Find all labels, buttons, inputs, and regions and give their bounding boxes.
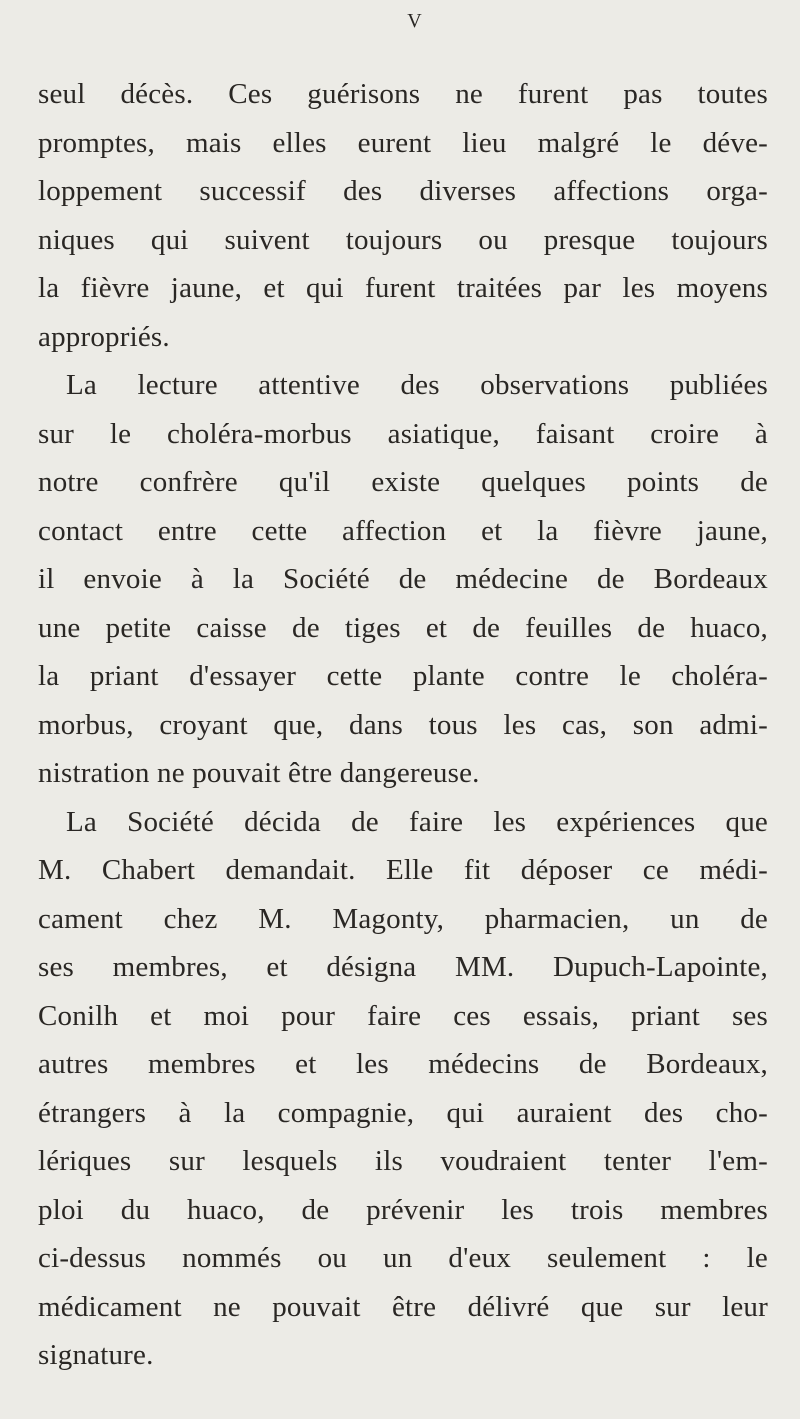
text-line: la priant d'essayer cette plante contre le choléra- [38,660,768,692]
text-line: étrangers à la compagnie, qui auraient des cho- [38,1096,768,1129]
text-line: niques qui suivent toujours ou presque toujours [38,223,768,256]
text-line: La lecture attentive des observations publiées [66,369,768,401]
text-line: une petite caisse de tiges et de feuilles de huaco, [38,611,768,644]
text-line: signature. [38,1339,154,1371]
text-line: il envoie à la Société de médecine de Bordeaux [38,563,768,595]
text-line: ploi du huaco, de prévenir les trois membres [38,1193,768,1226]
text-line: morbus, croyant que, dans tous les cas, son admi- [38,708,768,741]
text-line: loppement successif des diverses affections orga- [38,175,768,207]
text-line: M. Chabert demandait. Elle fit déposer ce médi- [38,854,768,886]
text-line: La Société décida de faire les expériences que [66,805,768,838]
text-line: sur le choléra-morbus asiatique, faisant croire à [38,417,768,450]
text-line: médicament ne pouvait être délivré que sur leur [38,1290,768,1323]
text-line: notre confrère qu'il existe quelques points de [38,466,768,498]
text-line: promptes, mais elles eurent lieu malgré le déve- [38,126,768,159]
text-line: ci-dessus nommés ou un d'eux seulement : le [38,1242,768,1274]
text-line: cament chez M. Magonty, pharmacien, un de [38,902,768,935]
text-line: seul décès. Ces guérisons ne furent pas toutes [38,78,768,110]
text-line: appropriés. [38,320,170,353]
text-line: contact entre cette affection et la fièvre jaune, [38,514,768,547]
page-number: V [407,10,423,32]
body-text [38,70,768,1380]
text-line: lériques sur lesquels ils voudraient tenter l'em- [38,1145,768,1177]
text-line: la fièvre jaune, et qui furent traitées par les moyens [38,272,768,304]
text-line: autres membres et les médecins de Bordeaux, [38,1048,768,1080]
text-line: ses membres, et désigna MM. Dupuch-Lapointe, [38,951,768,983]
text-line: Conilh et moi pour faire ces essais, priant ses [38,999,768,1032]
text-line: nistration ne pouvait être dangereuse. [38,757,480,789]
